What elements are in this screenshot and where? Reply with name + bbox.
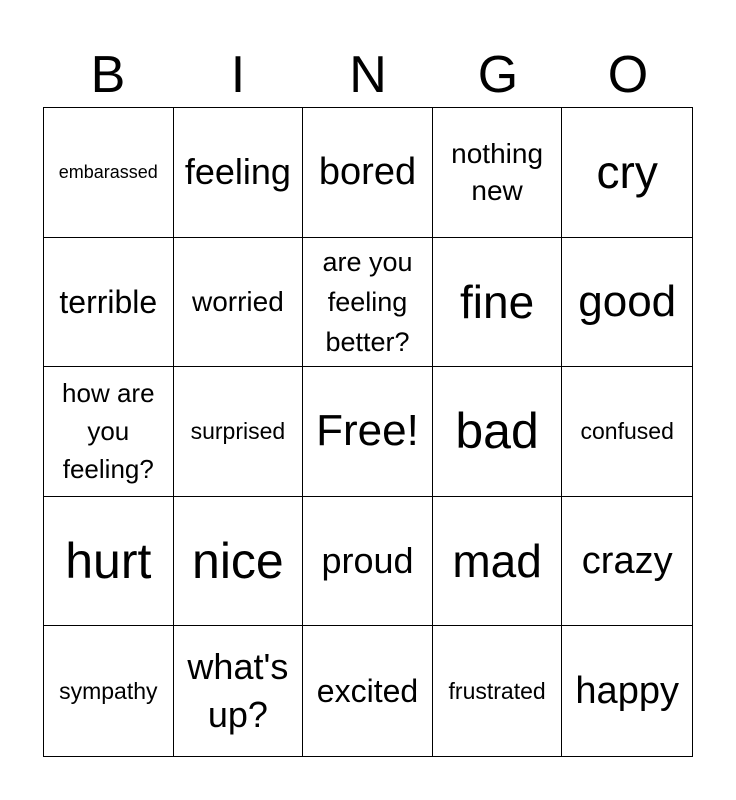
cell-text: bored: [318, 151, 417, 194]
bingo-cell: [174, 367, 304, 497]
cell-text: sympathy: [59, 677, 158, 704]
cell-text: crazy: [581, 540, 673, 583]
cell-text: excited: [316, 673, 419, 710]
bingo-cell: [174, 497, 304, 627]
header-letter-b: B: [90, 46, 126, 104]
cell-text: how are you feeling?: [62, 378, 155, 485]
bingo-cell: [562, 108, 692, 238]
bingo-cell: [303, 238, 433, 368]
bingo-cell: [174, 108, 304, 238]
bingo-cell: [433, 238, 563, 368]
header-letter-o: O: [607, 46, 649, 104]
cell-text: terrible: [59, 283, 158, 320]
bingo-cell: [562, 497, 692, 627]
bingo-cell: [562, 367, 692, 497]
bingo-cell: [562, 238, 692, 368]
cell-text: good: [578, 276, 677, 326]
bingo-cell: [44, 108, 174, 238]
cell-text: nice: [192, 533, 284, 590]
bingo-board: [43, 107, 693, 757]
bingo-cell: [562, 626, 692, 756]
bingo-cell: [433, 626, 563, 756]
cell-text: feeling: [184, 151, 291, 193]
header-letter-g: G: [477, 46, 519, 104]
cell-text: nothing new: [451, 138, 544, 207]
cell-text: embarassed: [58, 162, 158, 183]
cell-text: proud: [321, 540, 414, 582]
cell-text: hurt: [65, 533, 152, 590]
bingo-cell: [303, 367, 433, 497]
bingo-cell: [44, 238, 174, 368]
bingo-cell: [303, 108, 433, 238]
bingo-cell: [303, 626, 433, 756]
bingo-cell: [174, 626, 304, 756]
bingo-cell: [44, 367, 174, 497]
cell-text: Free!: [316, 406, 419, 456]
bingo-header: [43, 44, 693, 106]
cell-text: happy: [575, 670, 679, 713]
cell-text: frustrated: [448, 677, 546, 704]
cell-text: bad: [455, 403, 539, 460]
cell-text: worried: [191, 286, 284, 318]
cell-text: mad: [452, 535, 542, 588]
header-letter-i: I: [230, 46, 246, 104]
cell-text: cry: [596, 146, 658, 199]
bingo-cell: [174, 238, 304, 368]
cell-text: surprised: [190, 417, 286, 444]
cell-text: what's up?: [187, 646, 289, 736]
header-letter-n: N: [349, 46, 387, 104]
bingo-cell: [44, 626, 174, 756]
cell-text: confused: [580, 417, 674, 444]
bingo-cell: [433, 367, 563, 497]
bingo-cell: [303, 497, 433, 627]
bingo-cell: [44, 497, 174, 627]
cell-text: are you feeling better?: [322, 246, 413, 357]
bingo-cell: [433, 108, 563, 238]
cell-text: fine: [460, 275, 535, 328]
bingo-cell: [433, 497, 563, 627]
